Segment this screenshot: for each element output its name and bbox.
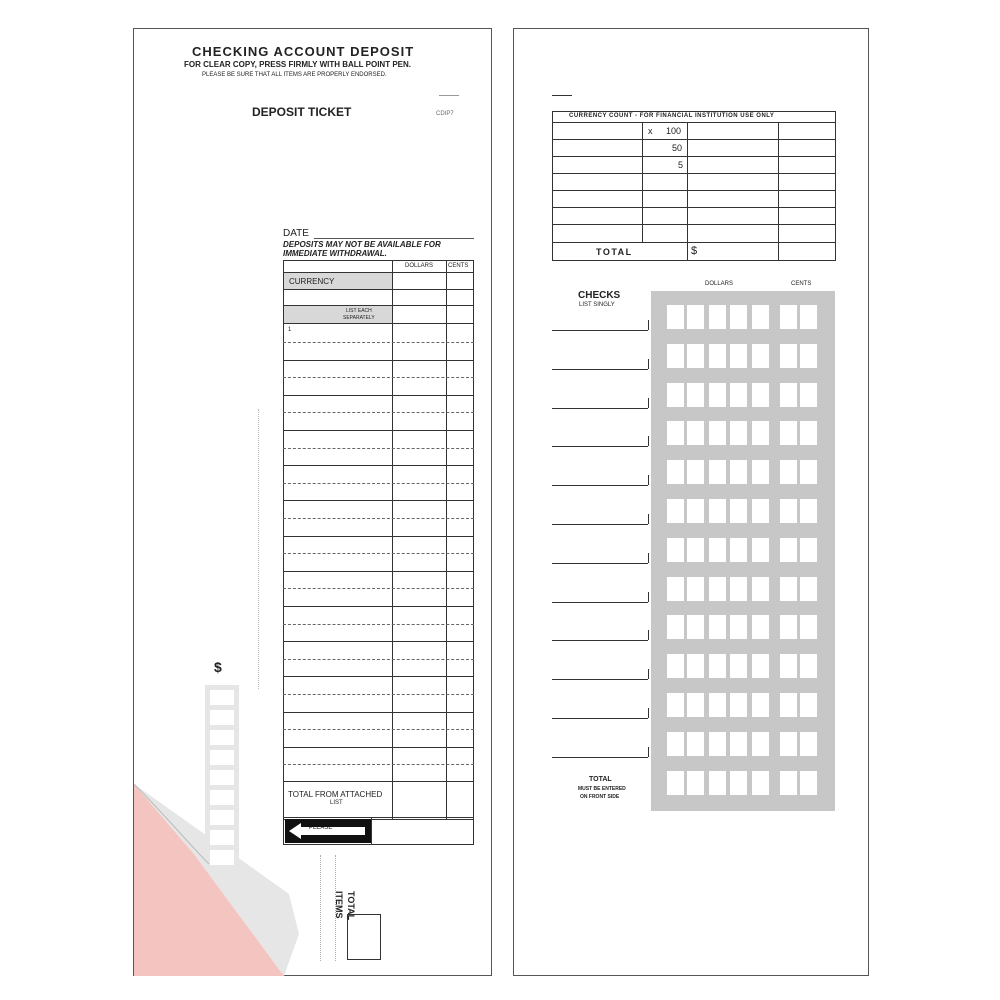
endorse-note: PLEASE BE SURE THAT ALL ITEMS ARE PROPERLY ENDORSED. xyxy=(202,72,387,78)
ladder-cell xyxy=(210,710,234,725)
amount-digit-cell[interactable] xyxy=(709,499,726,523)
denom-100: 100 xyxy=(666,126,682,136)
check-row-line xyxy=(283,553,474,554)
list-each-label-2: SEPARATELY xyxy=(343,315,375,321)
amount-digit-cell[interactable] xyxy=(730,693,747,717)
check-entry-tick xyxy=(648,320,649,330)
amount-digit-cell[interactable] xyxy=(667,732,684,756)
amount-digit-cell[interactable] xyxy=(780,305,797,329)
currency-count-header: CURRENCY COUNT - FOR FINANCIAL INSTITUTION USE ONLY xyxy=(569,113,775,119)
amount-digit-cell[interactable] xyxy=(687,538,704,562)
amount-digit-cell[interactable] xyxy=(752,383,769,407)
amount-digit-cell[interactable] xyxy=(752,771,769,795)
please-label: PLEASE xyxy=(309,825,333,831)
check-row-line xyxy=(283,342,474,343)
check-row-line xyxy=(283,536,474,537)
amount-digit-cell[interactable] xyxy=(752,305,769,329)
amount-digit-cell[interactable] xyxy=(667,615,684,639)
check-entry-tick xyxy=(648,708,649,718)
ladder-cell xyxy=(210,770,234,785)
amount-digit-cell[interactable] xyxy=(709,421,726,445)
currency-total-dollar: $ xyxy=(691,245,698,257)
amount-digit-cell[interactable] xyxy=(730,344,747,368)
amount-digit-cell[interactable] xyxy=(780,732,797,756)
amount-digit-cell[interactable] xyxy=(800,383,817,407)
amount-digit-cell[interactable] xyxy=(667,499,684,523)
amount-digit-cell[interactable] xyxy=(730,615,747,639)
amount-digit-cell[interactable] xyxy=(687,383,704,407)
check-entry-tick xyxy=(648,592,649,602)
amount-digit-cell[interactable] xyxy=(709,344,726,368)
denom-5: 5 xyxy=(678,160,684,170)
amount-digit-cell[interactable] xyxy=(667,693,684,717)
vertical-endorse-text xyxy=(258,409,263,689)
form-code: CDIP7 xyxy=(436,111,454,117)
amount-digit-cell[interactable] xyxy=(800,771,817,795)
amount-digit-cell[interactable] xyxy=(752,421,769,445)
amount-digit-cell[interactable] xyxy=(687,577,704,601)
amount-digit-cell[interactable] xyxy=(667,654,684,678)
check-row-line xyxy=(283,448,474,449)
amount-digit-cell[interactable] xyxy=(709,460,726,484)
amount-digit-cell[interactable] xyxy=(780,383,797,407)
amount-digit-cell[interactable] xyxy=(800,654,817,678)
check-entry-tick xyxy=(648,398,649,408)
amount-digit-cell[interactable] xyxy=(687,771,704,795)
amount-digit-cell[interactable] xyxy=(780,577,797,601)
amount-digit-cell[interactable] xyxy=(730,421,747,445)
amount-digit-cell[interactable] xyxy=(752,499,769,523)
checks-dollars-header: DOLLARS xyxy=(705,281,734,287)
check-row-line xyxy=(283,571,474,572)
currency-total-label: TOTAL xyxy=(596,247,633,257)
deposit-ticket-back xyxy=(513,28,869,976)
check-row-line xyxy=(283,676,474,677)
check-row-line xyxy=(283,500,474,501)
amount-digit-cell[interactable] xyxy=(800,499,817,523)
form-subtitle: FOR CLEAR COPY, PRESS FIRMLY WITH BALL POINT PEN. xyxy=(184,60,411,69)
amount-digit-cell[interactable] xyxy=(780,615,797,639)
amount-digit-cell[interactable] xyxy=(752,654,769,678)
check-row-line xyxy=(283,694,474,695)
date-line[interactable] xyxy=(314,238,474,239)
total-items-box[interactable] xyxy=(347,914,381,960)
ladder-cell xyxy=(210,690,234,705)
cents-col-header: CENTS xyxy=(448,263,469,269)
amount-digit-cell[interactable] xyxy=(667,538,684,562)
check-entry-tick xyxy=(648,630,649,640)
amount-digit-cell[interactable] xyxy=(709,383,726,407)
check-entry-line[interactable] xyxy=(552,757,648,758)
check-entry-line[interactable] xyxy=(552,563,648,564)
check-row-line xyxy=(283,483,474,484)
check-row-line xyxy=(283,729,474,730)
amount-digit-cell[interactable] xyxy=(709,538,726,562)
currency-count-row-line xyxy=(552,139,836,140)
check-entry-line[interactable] xyxy=(552,485,648,486)
amount-digit-cell[interactable] xyxy=(709,577,726,601)
amount-digit-cell[interactable] xyxy=(730,538,747,562)
check-row-line xyxy=(283,606,474,607)
amount-digit-cell[interactable] xyxy=(687,654,704,678)
row-number: 1 xyxy=(288,327,292,333)
ladder-cell xyxy=(210,750,234,765)
list-singly-label: LIST SINGLY xyxy=(579,302,615,308)
check-row-line xyxy=(283,588,474,589)
check-entry-line[interactable] xyxy=(552,602,648,603)
amount-digit-cell[interactable] xyxy=(800,305,817,329)
amount-digit-cell[interactable] xyxy=(687,421,704,445)
amount-digit-cell[interactable] xyxy=(780,771,797,795)
amount-digit-cell[interactable] xyxy=(687,305,704,329)
amount-digit-cell[interactable] xyxy=(667,344,684,368)
checks-cents-header: CENTS xyxy=(791,281,812,287)
amount-digit-cell[interactable] xyxy=(800,421,817,445)
check-entry-line[interactable] xyxy=(552,524,648,525)
must-be-entered-2: ON FRONT SIDE xyxy=(580,794,620,800)
must-be-entered-1: MUST BE ENTERED xyxy=(578,786,626,792)
amount-digit-cell[interactable] xyxy=(709,615,726,639)
availability-note-1: DEPOSITS MAY NOT BE AVAILABLE FOR xyxy=(283,240,441,249)
amount-digit-cell[interactable] xyxy=(800,732,817,756)
amount-digit-cell[interactable] xyxy=(752,577,769,601)
check-entry-line[interactable] xyxy=(552,408,648,409)
ladder-cell xyxy=(210,730,234,745)
availability-note-2: IMMEDIATE WITHDRAWAL. xyxy=(283,249,387,258)
currency-count-row-line xyxy=(552,224,836,225)
check-entry-tick xyxy=(648,436,649,446)
check-entry-line[interactable] xyxy=(552,718,648,719)
amount-digit-cell[interactable] xyxy=(730,305,747,329)
amount-digit-cell[interactable] xyxy=(667,771,684,795)
amount-digit-cell[interactable] xyxy=(800,538,817,562)
check-entry-tick xyxy=(648,514,649,524)
amount-digit-cell[interactable] xyxy=(667,383,684,407)
amount-digit-cell[interactable] xyxy=(687,693,704,717)
amount-digit-cell[interactable] xyxy=(800,577,817,601)
amount-digit-cell[interactable] xyxy=(780,654,797,678)
form-title: CHECKING ACCOUNT DEPOSIT xyxy=(192,44,415,59)
currency-label: CURRENCY xyxy=(289,277,335,286)
check-row-line xyxy=(283,659,474,660)
check-row-line xyxy=(283,624,474,625)
check-row-line xyxy=(283,395,474,396)
check-row-line xyxy=(283,518,474,519)
check-row-line xyxy=(283,764,474,765)
amount-digit-cell[interactable] xyxy=(752,460,769,484)
amount-digit-cell[interactable] xyxy=(687,732,704,756)
amount-digit-cell[interactable] xyxy=(800,344,817,368)
amount-digit-cell[interactable] xyxy=(780,693,797,717)
amount-digit-cell[interactable] xyxy=(687,615,704,639)
mult-x: x xyxy=(648,126,653,136)
amount-digit-cell[interactable] xyxy=(687,499,704,523)
amount-digit-cell[interactable] xyxy=(730,732,747,756)
check-row-line xyxy=(283,747,474,748)
ladder-cell xyxy=(210,850,234,865)
amount-digit-cell[interactable] xyxy=(709,654,726,678)
check-row-line xyxy=(283,430,474,431)
amount-digit-cell[interactable] xyxy=(800,615,817,639)
amount-digit-cell[interactable] xyxy=(687,460,704,484)
check-entry-line[interactable] xyxy=(552,679,648,680)
date-label: DATE xyxy=(283,228,309,239)
currency-count-row-line xyxy=(552,173,836,174)
amount-digit-cell[interactable] xyxy=(667,460,684,484)
amount-digit-cell[interactable] xyxy=(780,460,797,484)
check-row-line xyxy=(283,641,474,642)
total-items-label-2: ITEMS xyxy=(334,891,344,919)
currency-count-row-line xyxy=(552,207,836,208)
denom-50: 50 xyxy=(672,143,683,153)
ladder-cell xyxy=(210,830,234,845)
amount-digit-cell[interactable] xyxy=(730,499,747,523)
check-row-line xyxy=(283,712,474,713)
amount-digit-cell[interactable] xyxy=(752,344,769,368)
amount-digit-cell[interactable] xyxy=(780,344,797,368)
amount-digit-cell[interactable] xyxy=(780,421,797,445)
dollars-col-header: DOLLARS xyxy=(405,263,434,269)
dollar-sign: $ xyxy=(214,659,222,675)
amount-digit-cell[interactable] xyxy=(709,693,726,717)
list-each-label-1: LIST EACH xyxy=(346,308,372,314)
amount-digit-cell[interactable] xyxy=(730,383,747,407)
check-entry-line[interactable] xyxy=(552,330,648,331)
amount-digit-cell[interactable] xyxy=(730,771,747,795)
ladder-cell xyxy=(210,810,234,825)
deposit-ticket-front xyxy=(133,28,492,976)
amount-digit-cell[interactable] xyxy=(730,577,747,601)
amount-digit-cell[interactable] xyxy=(780,538,797,562)
amount-digit-cell[interactable] xyxy=(687,344,704,368)
total-attached-label-2: LIST xyxy=(330,800,343,806)
amount-digit-cell[interactable] xyxy=(752,732,769,756)
amount-digit-cell[interactable] xyxy=(667,577,684,601)
ladder-cell xyxy=(210,790,234,805)
check-row-line xyxy=(283,360,474,361)
vertical-print-text xyxy=(320,855,336,961)
check-entry-line[interactable] xyxy=(552,369,648,370)
amount-digit-cell[interactable] xyxy=(752,615,769,639)
check-entry-tick xyxy=(648,475,649,485)
amount-digit-cell[interactable] xyxy=(730,460,747,484)
deposit-ticket-label: DEPOSIT TICKET xyxy=(252,105,352,119)
amount-digit-cell[interactable] xyxy=(667,305,684,329)
check-entry-tick xyxy=(648,553,649,563)
check-row-line xyxy=(283,377,474,378)
check-entry-tick xyxy=(648,359,649,369)
amount-digit-cell[interactable] xyxy=(709,732,726,756)
amount-digit-cell[interactable] xyxy=(800,693,817,717)
check-row-line xyxy=(283,465,474,466)
total-items-label-1: TOTAL xyxy=(346,891,356,921)
amount-digit-cell[interactable] xyxy=(780,499,797,523)
checks-total-label: TOTAL xyxy=(589,776,612,783)
checks-label: CHECKS xyxy=(578,290,621,301)
amount-digit-cell[interactable] xyxy=(800,460,817,484)
amount-digit-cell[interactable] xyxy=(709,771,726,795)
check-entry-line[interactable] xyxy=(552,446,648,447)
total-attached-label-1: TOTAL FROM ATTACHED xyxy=(288,790,383,799)
amount-digit-cell[interactable] xyxy=(752,693,769,717)
amount-digit-cell[interactable] xyxy=(752,538,769,562)
currency-count-row-line xyxy=(552,156,836,157)
check-entry-line[interactable] xyxy=(552,640,648,641)
check-row-line xyxy=(283,412,474,413)
check-entry-tick xyxy=(648,747,649,757)
check-entry-tick xyxy=(648,669,649,679)
currency-count-table xyxy=(552,111,836,261)
amount-digit-cell[interactable] xyxy=(730,654,747,678)
currency-count-row-line xyxy=(552,190,836,191)
amount-digit-cell[interactable] xyxy=(667,421,684,445)
amount-digit-cell[interactable] xyxy=(709,305,726,329)
